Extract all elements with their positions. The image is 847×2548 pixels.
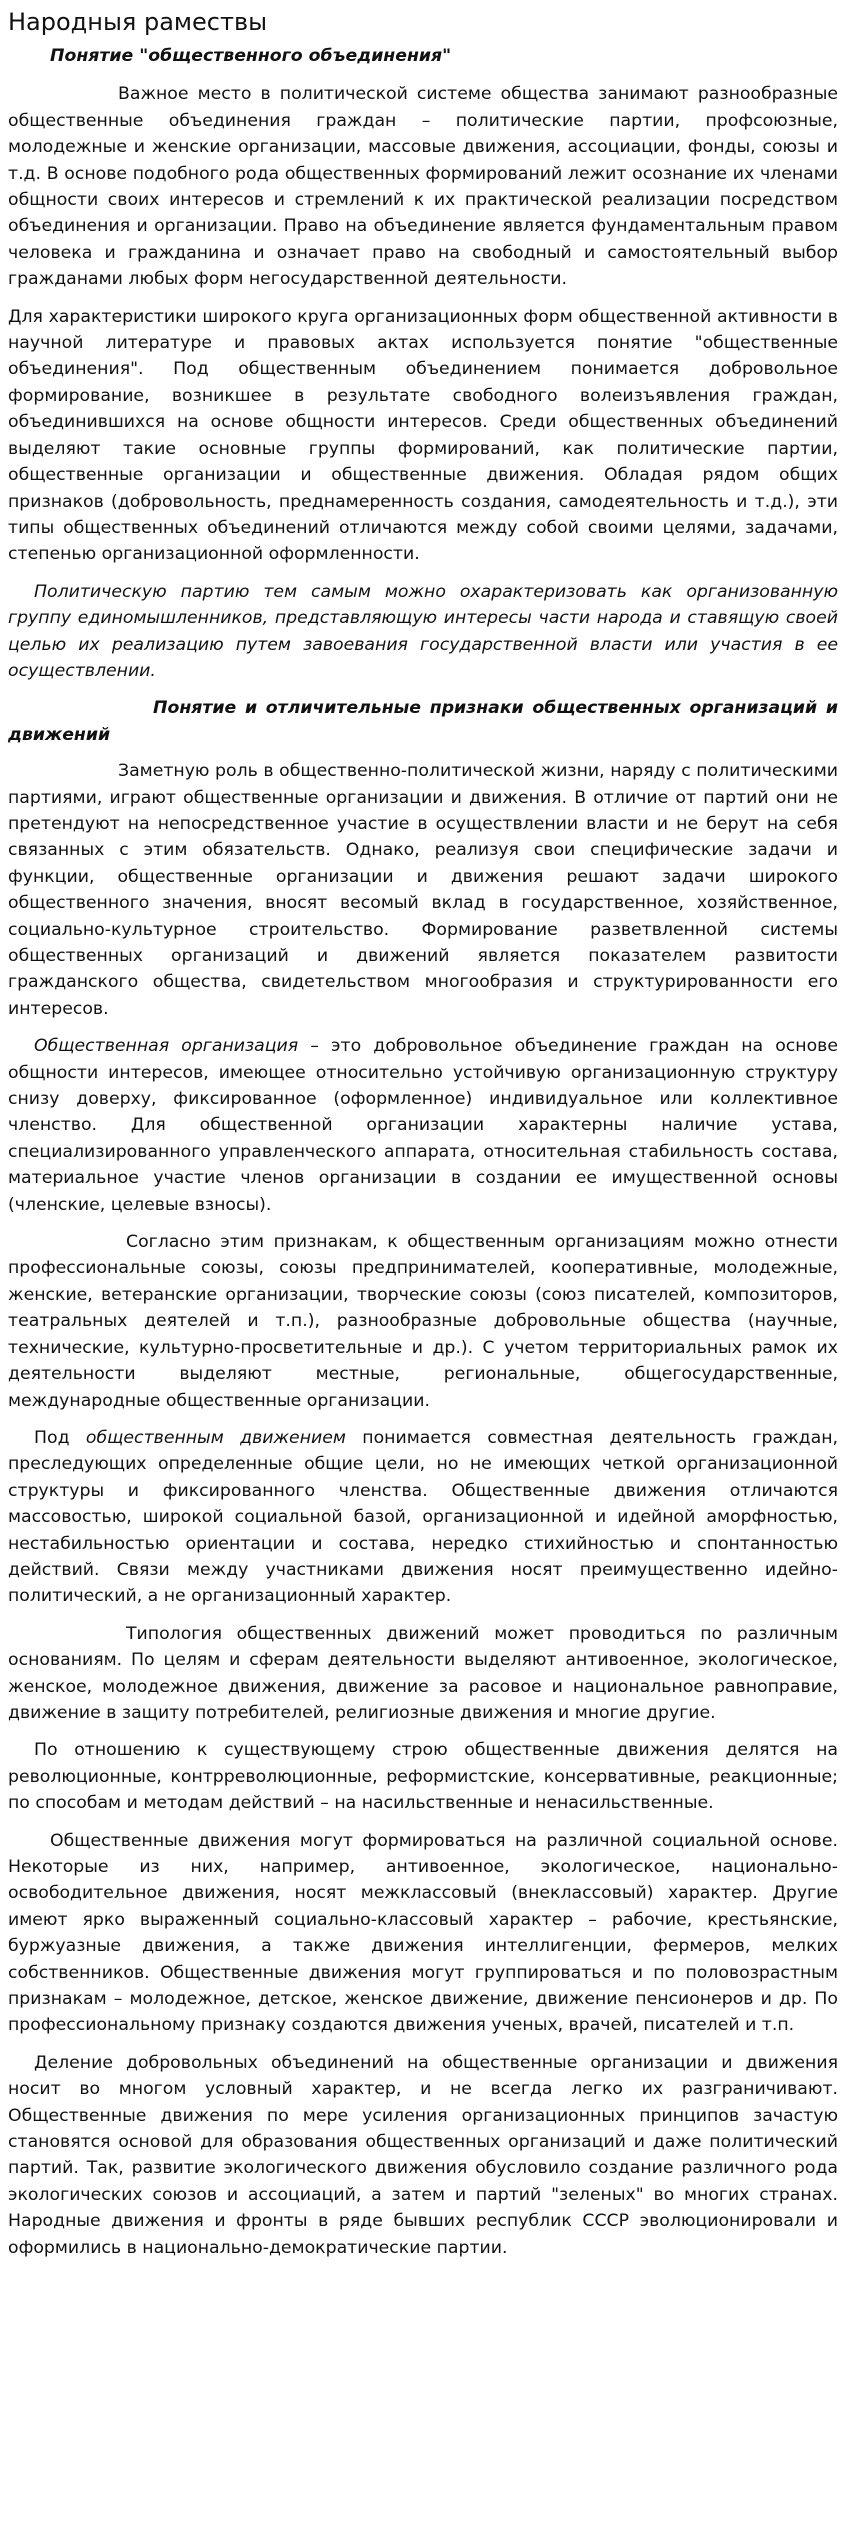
- paragraph-10: Общественные движения могут формироваться на различной социальной основе. Некоторые из них, например, антивоенное, экологическое, национально-освободительное движения, носят межклассовый (внеклассовый) характер. Другие имеют ярко выраженный социально-классовый характер – рабочие, крестьянские, буржуазные движения, а также движения интеллигенции, фермеров, мелких собственников. Общественные движения могут группироваться и по половозрастным признакам – молодежное, детское, женское движение, движение пенсионеров и др. По профессиональному признаку создаются движения ученых, врачей, писателей и т.п.: [8, 1830, 838, 2036]
- paragraph-7-movement-definition: [8, 1425, 838, 1610]
- paragraph-5-organization-definition: [8, 1033, 838, 1218]
- section-heading-organizations-movements: Понятие и отличительные признаки общественных организаций и движений: [8, 698, 838, 745]
- paragraph-1: Важное место в политической системе общества занимают разнообразные общественные объединения граждан – политические партии, профсоюзные, молодежные и женские организации, массовые движения, ассоциации, фонды, союзы и т.д. В основе подобного рода общественных формирований лежит осознание их членами общности своих интересов и стремлений к их практической реализации посредством объединения и организации. Право на объединение является фундаментальным правом человека и гражданина и означает право на свободный и самостоятельный выбор гражданами любых форм негосударственной деятельности.: [8, 84, 838, 290]
- page-title: Народныя рамествы: [8, 8, 268, 36]
- paragraph-2: Для характеристики широкого круга организационных форм общественной активности в научной литературе и правовых актах используется понятие "общественные объединения". Под общественным объединением понимается добровольное формирование, возникшее в результате свободного волеизъявления граждан, объединившихся на основе общности интересов. Среди общественных объединений выделяют такие основные группы формирований, как политические партии, общественные организации и общественные движения. Обладая рядом общих признаков (добровольность, преднамеренность создания, самодеятельность и т.д.), эти типы общественных объединений отличаются между собой своими целями, задачами, степенью организационной оформленности.: [8, 306, 838, 565]
- paragraph-5-text: – это добровольное объединение граждан на основе общности интересов, имеющее относительно устойчивую организационную структуру снизу доверху, фиксированное (оформленное) индивидуальное или коллективное членство. Для общественной организации характерны наличие устава, специализированного управленческого аппарата, относительная стабильность состава, материальное участие членов организации в создании ее имущественной основы (членские, целевые взносы).: [8, 1036, 838, 1215]
- term-public-organization: Общественная организация: [34, 1036, 299, 1057]
- paragraph-8: Типология общественных движений может проводиться по различным основаниям. По целям и сферам деятельности выделяют антивоенное, экологическое, женское, молодежное движения, движение за расовое и национальное равноправие, движение в защиту потребителей, религиозные движения и многие другие.: [8, 1623, 838, 1723]
- section-heading-public-association: Понятие "общественного объединения": [50, 46, 452, 66]
- term-public-movement: общественным движением: [85, 1427, 346, 1448]
- paragraph-4: Заметную роль в общественно-политической жизни, наряду с политическими партиями, играют общественные организации и движения. В отличие от партий они не претендуют на непосредственное участие в осуществлении власти и не берут на себя связанных с этим обязательств. Однако, реализуя свои специфические задачи и функции, общественные организации и движения решают задачи широкого общественного значения, вносят весомый вклад в государственное, хозяйственное, социально-культурное строительство. Формирование разветвленной системы общественных организаций и движений является показателем развитости гражданского общества, свидетельством многообразия и структурированности его интересов.: [8, 761, 838, 1019]
- paragraph-7-lead: Под: [34, 1427, 86, 1448]
- paragraph-3-party-definition: Политическую партию тем самым можно охарактеризовать как организованную группу единомышленников, представляющую интересы части народа и ставящую своей целью их реализацию путем завоевания государственной власти или участия в ее осуществлении.: [8, 581, 838, 681]
- paragraph-7-text: понимается совместная деятельность граждан, преследующих определенные общие цели, но не имеющих четкой организационной структуры и фиксированного членства. Общественные движения отличаются массовостью, широкой социальной базой, организационной и идейной аморфностью, нестабильностью ориентации и состава, нередко стихийностью и спонтанностью действий. Связи между участниками движения носят преимущественно идейно-политический, а не организационный характер.: [8, 1427, 838, 1607]
- paragraph-6: Согласно этим признакам, к общественным организациям можно отнести профессиональные союзы, союзы предпринимателей, кооперативные, молодежные, женские, ветеранские организации, творческие союзы (союз писателей, композиторов, театральных деятелей и т.п.), разнообразные добровольные общества (научные, технические, культурно-просветительные и др.). С учетом территориальных рамок их деятельности выделяют местные, региональные, общегосударственные, международные общественные организации.: [8, 1232, 838, 1411]
- paragraph-9: По отношению к существующему строю общественные движения делятся на революционные, контрреволюционные, реформистские, консервативные, реакционные; по способам и методам действий – на насильственные и ненасильственные.: [8, 1740, 838, 1814]
- paragraph-11: Деление добровольных объединений на общественные организации и движения носит во многом условный характер, и не всегда легко их разграничивают. Общественные движения по мере усиления организационных принципов зачастую становятся основой для образования общественных организаций и даже политический партий. Так, развитие экологического движения обусловило создание различного рода экологических союзов и ассоциаций, а затем и партий "зеленых" во многих странах. Народные движения и фронты в ряде бывших республик СССР эволюционировали и оформились в национально-демократические партии.: [8, 2052, 838, 2258]
